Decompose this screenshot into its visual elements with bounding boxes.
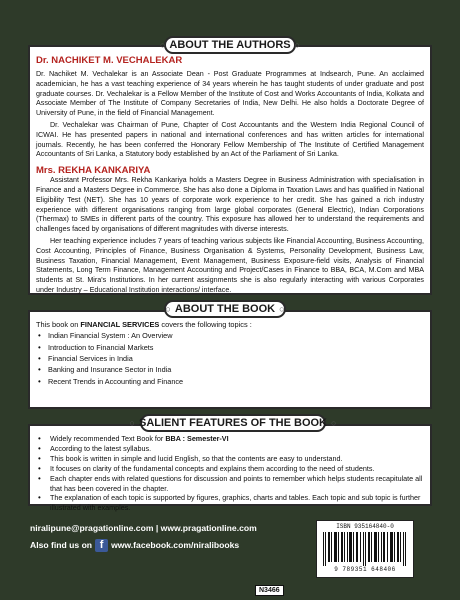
feature-text: The explanation of each topic is supported by figures, graphics, charts and tables. Each topic and sub topic is further illustrated with examples. bbox=[50, 493, 421, 513]
feature-text: Each chapter ends with related questions for discussion and points to remember which helps students recapitulate all that has been covered in the chapter. bbox=[50, 474, 423, 493]
list-item: • Financial Services in India bbox=[38, 353, 430, 364]
list-item: • Widely recommended Text Book for BBA : Semester-VI bbox=[38, 434, 229, 443]
social-line bbox=[30, 539, 239, 552]
authors-banner-text: ABOUT THE AUTHORS bbox=[169, 39, 291, 51]
author2-bio-2: Her teaching experience includes 7 years of teaching various subjects like Financial Accounting, Business Accounting, Cost Accounting, Principles of Finance, Business Organisation & Systems, Personality Development, Business Law, Business Taxation, Financial Management, Event Management, Business Exposure-field visits, Analysis of Financial Statements, Long Term Finance, Management Accounting and Project/Cases in Finance to BBA, BCA, M.Com and MBA students at St. Mira's Institutions. In her current assignments she is also regularly interacting with various Corporates under Industry – Educational Institution interactions/ interface. bbox=[36, 236, 424, 294]
authors-box bbox=[28, 45, 432, 295]
list-item: • Indian Financial System : An Overview bbox=[38, 330, 430, 341]
find-us-label: Also find us on bbox=[30, 539, 93, 550]
isbn-barcode bbox=[316, 520, 414, 578]
list-item: • The explanation of each topic is supported by figures, graphics, charts and tables. Each topic and sub topic is further illustrated with examples. bbox=[38, 493, 424, 512]
author2-bio-1: Assistant Professor Mrs. Rekha Kankariya holds a Masters Degree in Business Administration with specialisation in Finance and a Masters Degree in Commerce. She has also done a Diploma in Taxation Laws and has qualified in National Eligibility Test (NET). She has 10 years of corporate work experience to her credit. She has gained a rich industry experience with different organisations ranging from large global corporates (General Electric), Indian Corporations (Thermax) to SMEs in different parts of the country. This exposure has allowed her to understand the requirements and challenges faced by organisations of different magnitudes with diverse interests. bbox=[36, 176, 424, 234]
feature-text: It focuses on clarity of the fundamental concepts and explains them according to the need of students. bbox=[50, 464, 375, 473]
list-item: • According to the latest syllabus. bbox=[38, 444, 152, 453]
feature-text: According to the latest syllabus. bbox=[50, 444, 152, 453]
list-item: • Each chapter ends with related questions for discussion and points to remember which helps students recapitulate all that has been covered in the chapter. bbox=[38, 474, 423, 493]
feature-text: This book is written in simple and lucid English, so that the contents are easy to understand. bbox=[50, 454, 343, 463]
author1-name: Dr. NACHIKET M. VECHALEKAR bbox=[36, 55, 183, 66]
barcode-bars bbox=[323, 532, 407, 566]
book-intro-pre: This book on bbox=[36, 320, 81, 329]
list-item: • This book is written in simple and lucid English, so that the contents are easy to understand. bbox=[38, 454, 343, 463]
features-banner: ○ SALIENT FEATURES OF THE BOOK ○ bbox=[140, 414, 326, 432]
features-list bbox=[30, 434, 430, 513]
author1-bio-2: Dr. Vechalekar was Chairman of Pune, Chapter of Cost Accountants and the Western India Regional Council of ICWAI. He has presented papers in national and international conferences and has written articles for international journals. Recently, he has been conferred the Honorary Fellow Membership of The Institute of Certified Management Accountants of Sri Lanka, a Statutory body established by an Act of the Parliament of Sri Lanka. bbox=[36, 120, 424, 159]
features-box bbox=[28, 424, 432, 513]
barcode-digits: 9 789351 648406 bbox=[334, 566, 396, 573]
isbn-label: ISBN 935164840-0 bbox=[336, 523, 394, 530]
author2-name: Mrs. REKHA KANKARIYA bbox=[36, 165, 151, 177]
list-item: • Introduction to Financial Markets bbox=[38, 342, 430, 353]
list-item: • It focuses on clarity of the fundamental concepts and explains them according to the need of students. bbox=[38, 464, 375, 473]
feature-text: Widely recommended Text Book for bbox=[50, 434, 166, 443]
feature-course: BBA : Semester-VI bbox=[165, 434, 229, 443]
facebook-url: www.facebook.com/niralibooks bbox=[111, 539, 240, 550]
book-title: FINANCIAL SERVICES bbox=[80, 320, 160, 329]
authors-banner: ○ ABOUT THE AUTHORS ○ bbox=[164, 36, 296, 54]
topics-list bbox=[30, 330, 430, 387]
list-item: • Recent Trends in Accounting and Finance bbox=[38, 376, 430, 387]
facebook-icon: f bbox=[95, 539, 108, 552]
book-intro bbox=[30, 320, 430, 330]
author1-bio-1: Dr. Nachiket M. Vechalekar is an Associate Dean - Post Graduate Programmes at Indsearch, Pune. An acclaimed academician, he has a vast teaching experience of 34 years wherein he has taught students of under graduate and post graduate courses. Dr. Vechalekar is a Fellow Member of the Institute of Cost and Works Accountants of India, Kolkata and Associate Member of The Institute of Company Secretaries of India, New Delhi. He also holds a Doctorate Degree of University of Pune, in the field of Financial Management. bbox=[36, 70, 424, 118]
book-box bbox=[28, 310, 432, 409]
book-intro-post: covers the following topics : bbox=[159, 320, 252, 329]
contact-line: niralipune@pragationline.com | www.pragationline.com bbox=[30, 523, 257, 533]
list-item: • Banking and Insurance Sector in India bbox=[38, 364, 430, 375]
features-banner-text: SALIENT FEATURES OF THE BOOK bbox=[138, 417, 328, 429]
book-banner-text: ABOUT THE BOOK bbox=[174, 303, 276, 315]
product-code: N3466 bbox=[255, 585, 284, 596]
book-banner: ○ ABOUT THE BOOK ○ bbox=[164, 300, 286, 318]
